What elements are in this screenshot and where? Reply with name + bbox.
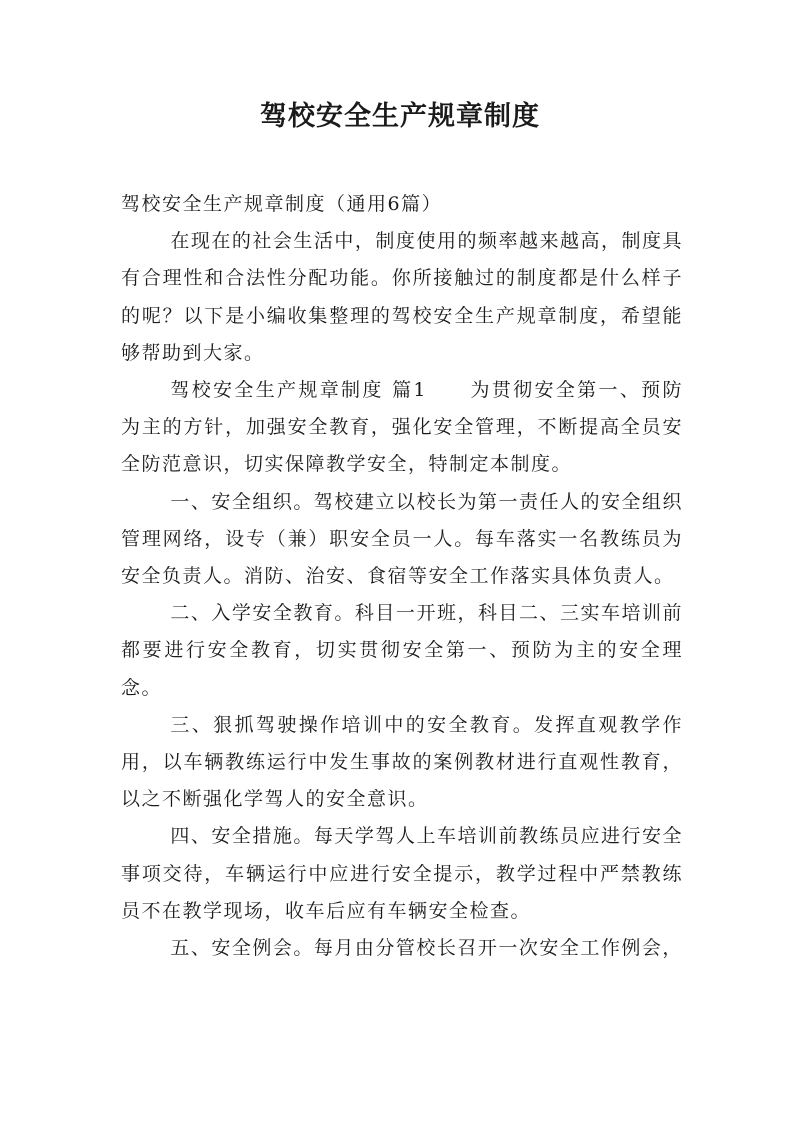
- paragraph-intro: 在现在的社会生活中，制度使用的频率越来越高，制度具有合理性和合法性分配功能。你所接触过的制度都是什么样子的呢？以下是小编收集整理的驾校安全生产规章制度，希望能够帮助到大家。: [121, 230, 683, 364]
- document-title: 驾校安全生产规章制度: [260, 101, 540, 132]
- paragraph-driving-training-education: 三、狠抓驾驶操作培训中的安全教育。发挥直观教学作用，以车辆教练运行中发生事故的案例教材进行直观性教育，以之不断强化学驾人的安全意识。: [121, 713, 683, 811]
- paragraph-enrollment-education: 二、入学安全教育。科目一开班，科目二、三实车培训前都要进行安全教育，切实贯彻安全第一、预防为主的安全理念。: [121, 602, 683, 699]
- paragraph-section-1-heading: 驾校安全生产规章制度 篇1 为贯彻安全第一、预防为主的方针，加强安全教育，强化安全管理，不断提高全员安全防范意识，切实保障教学安全，特制定本制度。: [121, 379, 683, 476]
- paragraph-safety-organization: 一、安全组织。驾校建立以校长为第一责任人的安全组织管理网络，设专（兼）职安全员一人。每车落实一名教练员为安全负责人。消防、治安、食宿等安全工作落实具体负责人。: [121, 490, 683, 588]
- paragraph-safety-measures: 四、安全措施。每天学驾人上车培训前教练员应进行安全事项交待，车辆运行中应进行安全提示，教学过程中严禁教练员不在教学现场，收车后应有车辆安全检查。: [121, 825, 683, 922]
- document-subtitle: 驾校安全生产规章制度（通用6篇）: [121, 193, 443, 215]
- document-body: [121, 186, 683, 967]
- paragraph-safety-meetings: 五、安全例会。每月由分管校长召开一次安全工作例会，: [170, 937, 683, 960]
